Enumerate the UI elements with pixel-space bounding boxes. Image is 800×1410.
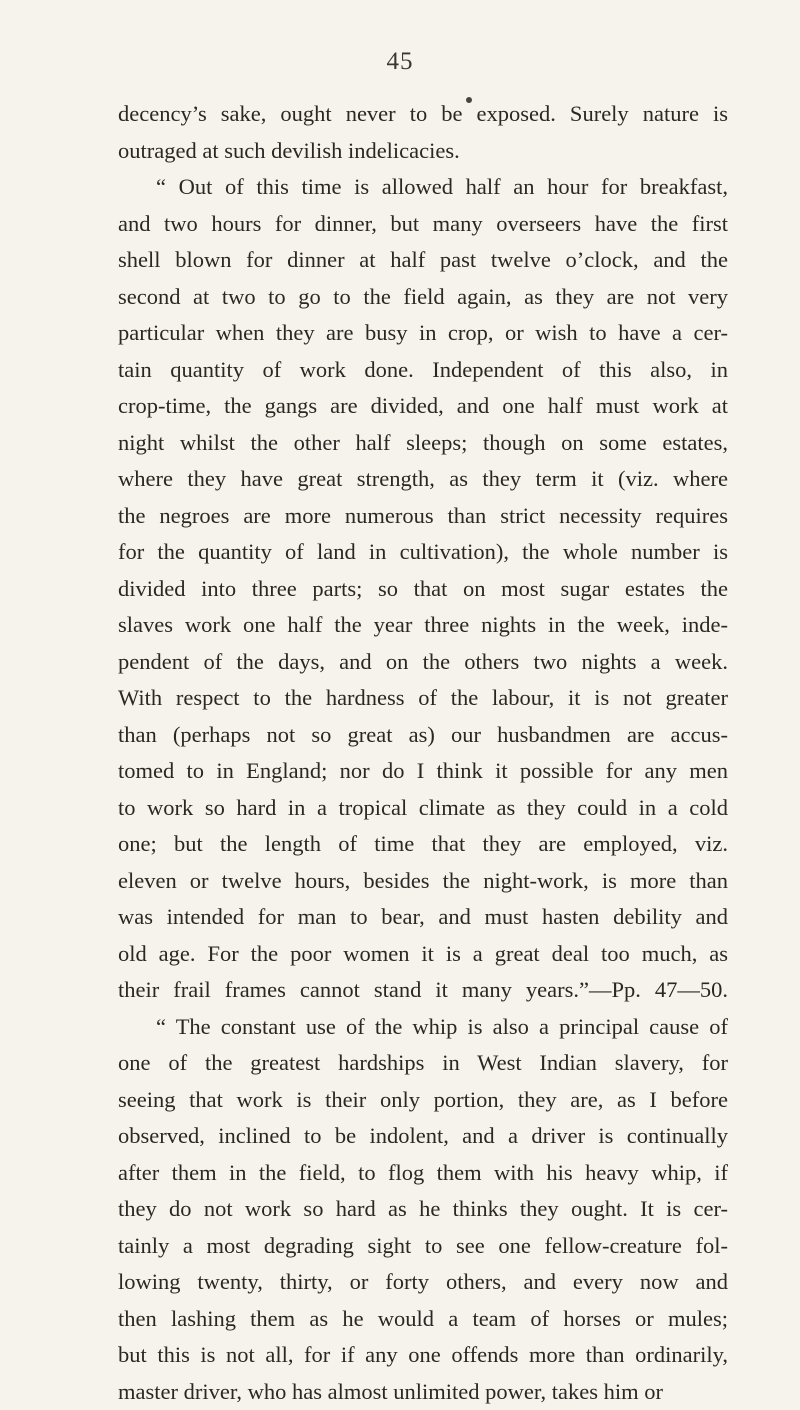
text-line: outraged at such devilish indelicacies. <box>118 133 728 170</box>
text-line: after them in the field, to flog them with his heavy whip, if <box>118 1155 728 1192</box>
text-line: where they have great strength, as they term it (viz. where <box>118 461 728 498</box>
text-line: second at two to go to the field again, as they are not very <box>118 279 728 316</box>
text-line: With respect to the hardness of the labour, it is not greater <box>118 680 728 717</box>
text-line: pendent of the days, and on the others two nights a week. <box>118 644 728 681</box>
text-line: particular when they are busy in crop, or wish to have a cer- <box>118 315 728 352</box>
text-line: observed, inclined to be indolent, and a driver is continually <box>118 1118 728 1155</box>
text-line: then lashing them as he would a team of horses or mules; <box>118 1301 728 1338</box>
text-line: decency’s sake, ought never to be exposed. Surely nature is <box>118 96 728 133</box>
text-line: to work so hard in a tropical climate as they could in a cold <box>118 790 728 827</box>
text-line: shell blown for dinner at half past twelve o’clock, and the <box>118 242 728 279</box>
text-line: but this is not all, for if any one offends more than ordinarily, <box>118 1337 728 1374</box>
text-line: tain quantity of work done. Independent of this also, in <box>118 352 728 389</box>
text-line: seeing that work is their only portion, they are, as I before <box>118 1082 728 1119</box>
text-line: than (perhaps not so great as) our husbandmen are accus- <box>118 717 728 754</box>
text-line: “ Out of this time is allowed half an hour for breakfast, <box>118 169 728 206</box>
text-line: they do not work so hard as he thinks they ought. It is cer- <box>118 1191 728 1228</box>
text-line: slaves work one half the year three nights in the week, inde- <box>118 607 728 644</box>
text-line: and two hours for dinner, but many overseers have the first <box>118 206 728 243</box>
text-line: old age. For the poor women it is a great deal too much, as <box>118 936 728 973</box>
text-line: one of the greatest hardships in West Indian slavery, for <box>118 1045 728 1082</box>
body-text <box>118 96 728 1410</box>
text-line: for the quantity of land in cultivation), the whole number is <box>118 534 728 571</box>
text-line: was intended for man to bear, and must hasten debility and <box>118 899 728 936</box>
text-line: divided into three parts; so that on most sugar estates the <box>118 571 728 608</box>
page-number: 45 <box>0 48 800 76</box>
text-line: tomed to in England; nor do I think it possible for any men <box>118 753 728 790</box>
text-line: night whilst the other half sleeps; though on some estates, <box>118 425 728 462</box>
text-line: one; but the length of time that they are employed, viz. <box>118 826 728 863</box>
text-line: lowing twenty, thirty, or forty others, and every now and <box>118 1264 728 1301</box>
text-line: crop-time, the gangs are divided, and one half must work at <box>118 388 728 425</box>
text-line: master driver, who has almost unlimited power, takes him or <box>118 1374 728 1410</box>
text-line: eleven or twelve hours, besides the night-work, is more than <box>118 863 728 900</box>
text-line: their frail frames cannot stand it many years.”—Pp. 47—50. <box>118 972 728 1009</box>
text-line: tainly a most degrading sight to see one fellow-creature fol- <box>118 1228 728 1265</box>
text-line: the negroes are more numerous than strict necessity requires <box>118 498 728 535</box>
text-line: “ The constant use of the whip is also a principal cause of <box>118 1009 728 1046</box>
